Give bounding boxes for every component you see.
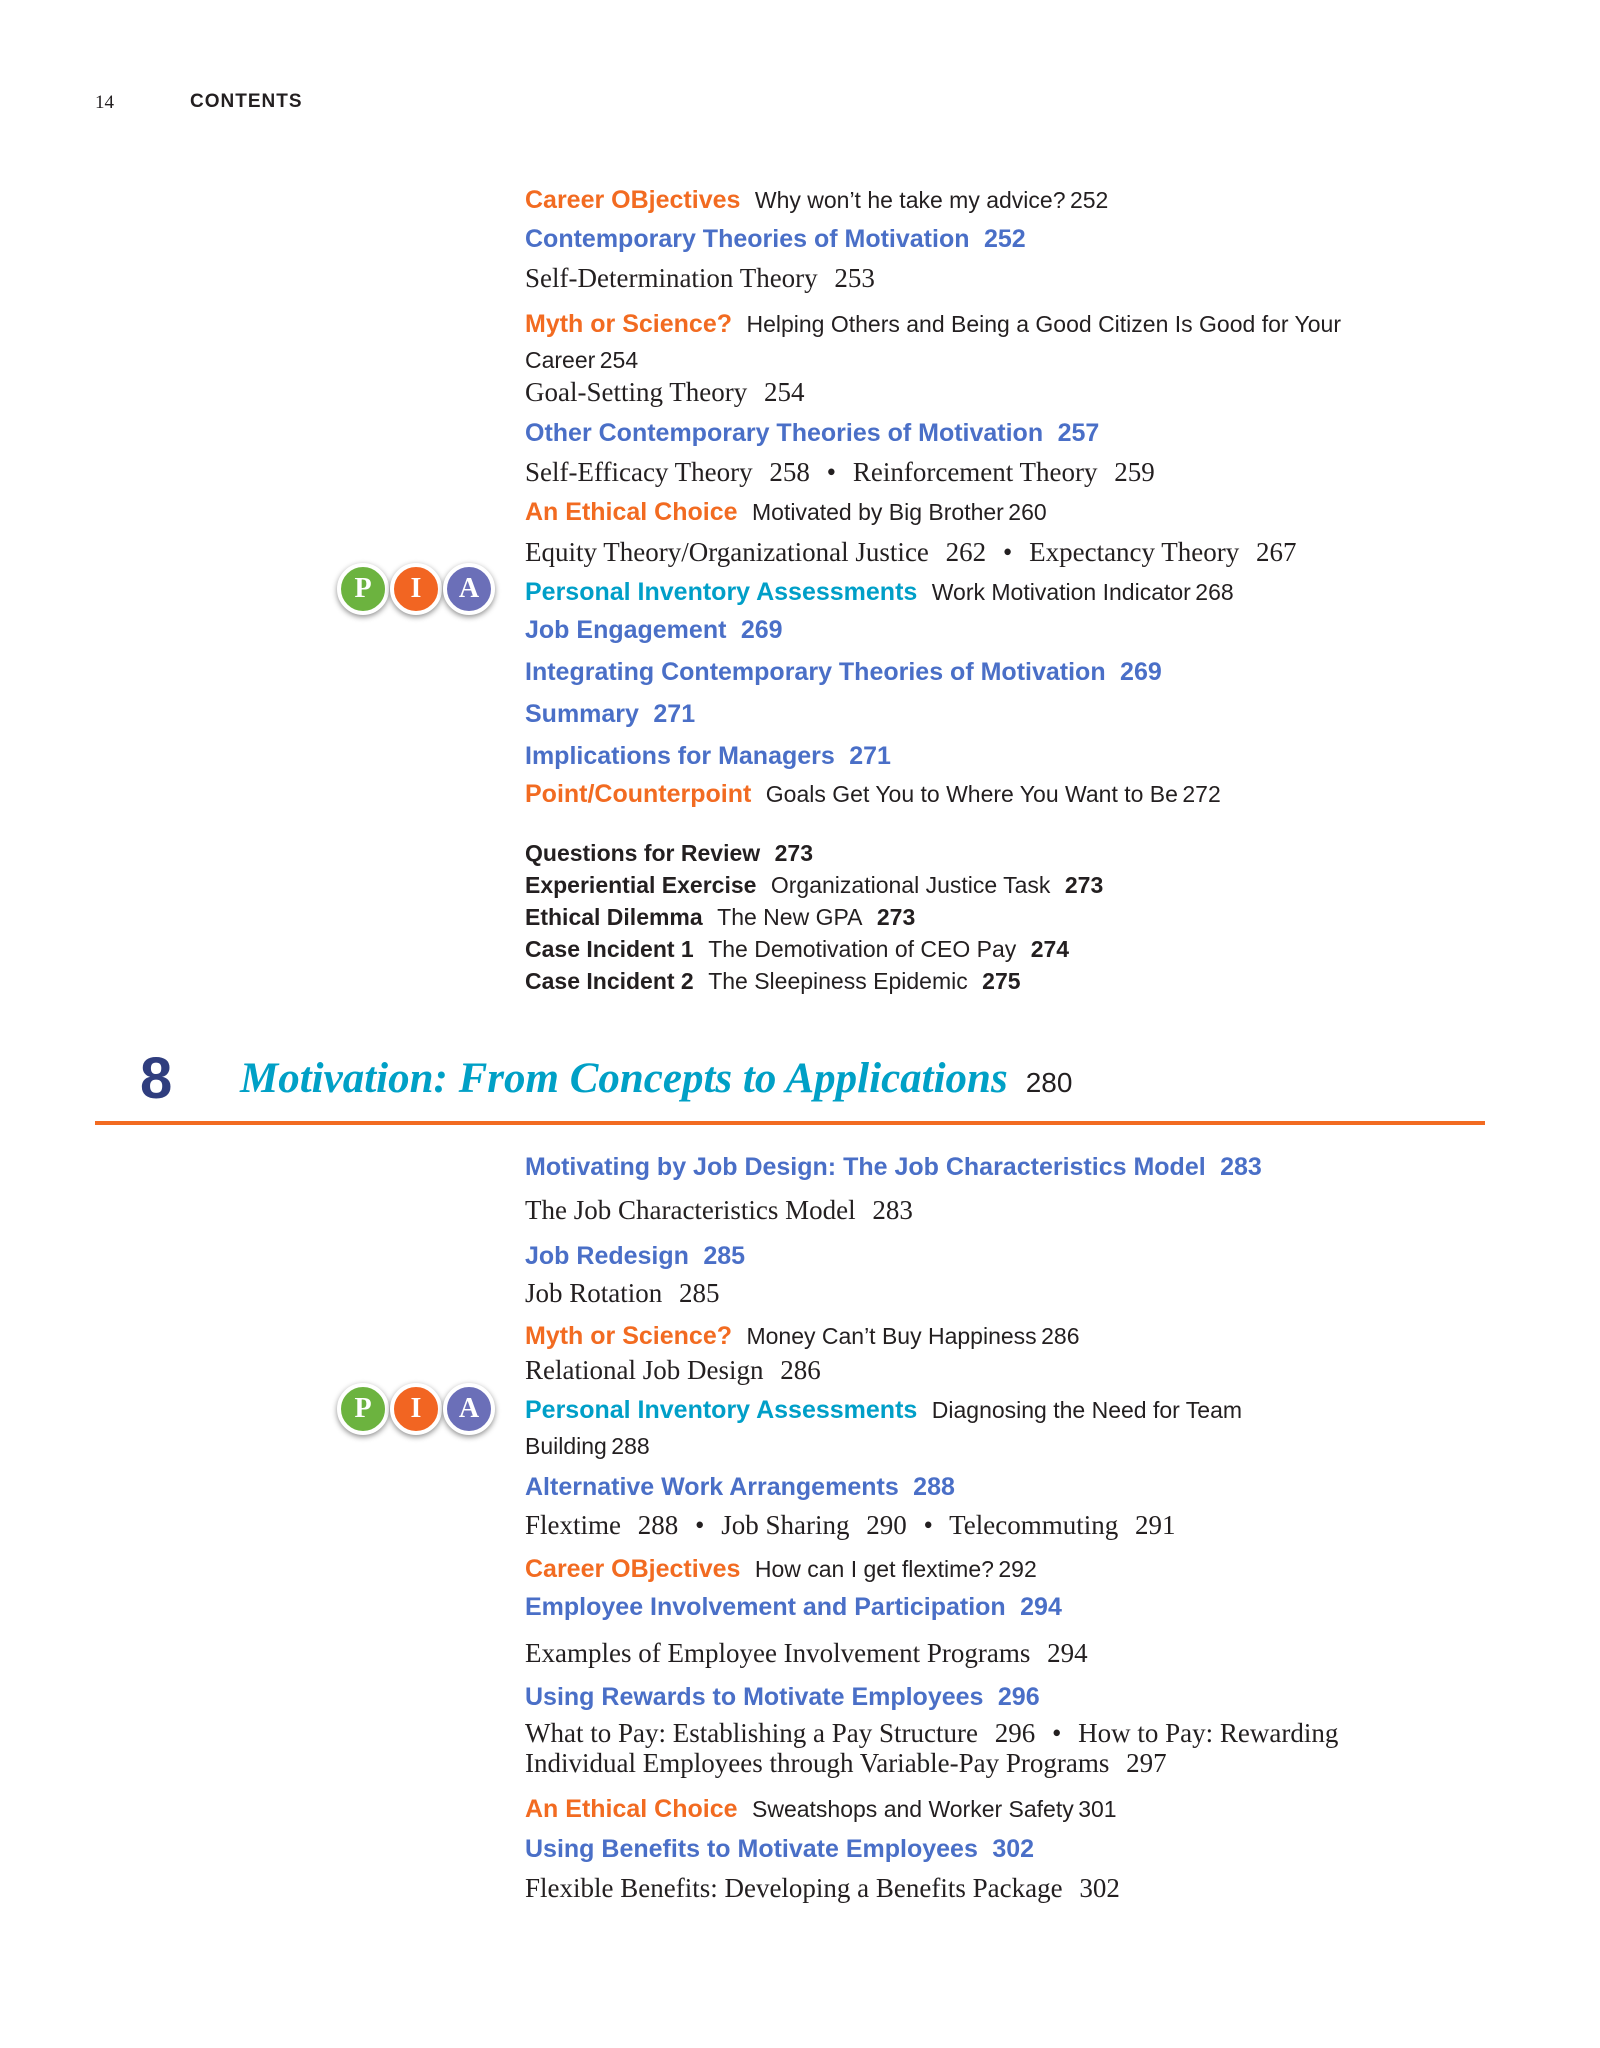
heading-label: Contemporary Theories of Motivation <box>525 225 970 253</box>
end-matter-label: Case Incident 2 <box>525 968 694 994</box>
toc-entry[interactable] <box>525 1322 1425 1351</box>
subentry-label: Telecommuting <box>949 1510 1119 1540</box>
toc-subentry[interactable] <box>525 457 1425 488</box>
end-matter-entry[interactable] <box>525 968 1425 995</box>
bullet-separator: • <box>1002 537 1013 567</box>
feature-title: Sweatshops and Worker Safety <box>752 1796 1074 1822</box>
bullet-separator: • <box>826 457 837 487</box>
end-matter-title: Organizational Justice Task <box>770 872 1051 898</box>
page-ref: 294 <box>1020 1593 1062 1621</box>
end-matter-label: Case Incident 1 <box>525 936 694 962</box>
subentry-label: Expectancy Theory <box>1029 537 1240 567</box>
end-matter-label: Experiential Exercise <box>525 872 757 898</box>
page-ref: 254 <box>599 347 639 373</box>
page-ref: 286 <box>1041 1323 1080 1349</box>
end-matter-title: The Demotivation of CEO Pay <box>708 936 1017 962</box>
page-ref: 296 <box>997 1683 1040 1711</box>
heading-label: Using Benefits to Motivate Employees <box>525 1835 978 1863</box>
running-head: CONTENTS <box>190 91 303 112</box>
toc-subentry[interactable] <box>525 1638 1425 1669</box>
feature-title: Motivated by Big Brother <box>752 499 1004 525</box>
subentry-label: Equity Theory/Organizational Justice <box>525 537 929 567</box>
bullet-separator: • <box>1051 1718 1062 1748</box>
toc-heading[interactable] <box>525 1593 1425 1622</box>
toc-subentry[interactable] <box>525 1873 1425 1904</box>
chapter-divider <box>95 1121 1485 1125</box>
subentry-label: How to Pay: Rewarding Individual Employees through Variable-Pay Programs <box>525 1718 1339 1778</box>
toc-subentry[interactable] <box>525 1195 1425 1226</box>
page-ref: 302 <box>1079 1873 1120 1903</box>
toc-heading[interactable] <box>525 1242 1425 1271</box>
toc-entry[interactable] <box>525 780 1425 809</box>
subentry-label: Self-Efficacy Theory <box>525 457 753 487</box>
chapter-title-text: Motivation: From Concepts to Applications <box>240 1055 1008 1102</box>
toc-subentry[interactable] <box>525 1278 1425 1309</box>
toc-heading[interactable] <box>525 1473 1425 1502</box>
page-ref: 302 <box>992 1835 1035 1863</box>
page-ref: 285 <box>703 1242 746 1270</box>
end-matter-label: Ethical Dilemma <box>525 904 703 930</box>
toc-heading[interactable] <box>525 616 1425 645</box>
page-ref: 272 <box>1182 781 1221 807</box>
page-ref: 274 <box>1030 936 1070 962</box>
toc-heading[interactable] <box>525 419 1425 448</box>
feature-label: Point/Counterpoint <box>525 780 752 808</box>
page-ref: 259 <box>1114 457 1155 487</box>
heading-label: Employee Involvement and Participation <box>525 1593 1006 1621</box>
pia-i-icon: I <box>390 1383 442 1435</box>
toc-entry[interactable] <box>525 1555 1425 1584</box>
heading-label: Integrating Contemporary Theories of Motivation <box>525 658 1106 686</box>
page-ref: 291 <box>1135 1510 1176 1540</box>
feature-title: Helping Others and Being a Good Citizen Is Good for Your Career <box>525 311 1341 373</box>
page-ref: 271 <box>653 700 696 728</box>
feature-label: Myth or Science? <box>525 1322 732 1350</box>
pia-a-icon: A <box>443 563 495 615</box>
page-ref: 253 <box>834 263 875 293</box>
toc-heading[interactable] <box>525 742 1425 771</box>
end-matter-entry[interactable] <box>525 872 1425 899</box>
end-matter-entry[interactable] <box>525 840 1425 867</box>
pia-a-icon: A <box>443 1383 495 1435</box>
feature-title: How can I get flextime? <box>754 1556 994 1582</box>
end-matter-title: The New GPA <box>717 904 863 930</box>
toc-entry[interactable] <box>525 308 1355 380</box>
end-matter-entry[interactable] <box>525 904 1425 931</box>
subentry-label: Reinforcement Theory <box>852 457 1098 487</box>
toc-entry[interactable] <box>525 498 1425 527</box>
toc-entry[interactable] <box>525 1795 1425 1824</box>
toc-subentry[interactable] <box>525 1355 1425 1386</box>
feature-title: Why won’t he take my advice? <box>754 187 1066 213</box>
page-ref: 254 <box>763 377 805 407</box>
subentry-label: Job Sharing <box>721 1510 850 1540</box>
chapter-heading[interactable] <box>95 1040 1485 1130</box>
feature-title: Diagnosing the Need for Team Building <box>525 1397 1243 1459</box>
end-matter-label: Questions for Review <box>525 840 761 866</box>
bullet-separator: • <box>923 1510 933 1540</box>
toc-heading[interactable] <box>525 1683 1425 1712</box>
page-ref: 273 <box>774 840 813 866</box>
feature-title: Work Motivation Indicator <box>931 579 1191 605</box>
feature-title: Goals Get You to Where You Want to Be <box>765 781 1178 807</box>
page-ref: 286 <box>780 1355 821 1385</box>
page-ref: 275 <box>982 968 1021 994</box>
subentry-label: The Job Characteristics Model <box>525 1195 856 1225</box>
page-ref: 273 <box>876 904 916 930</box>
end-matter-entry[interactable] <box>525 936 1425 963</box>
page-ref: 257 <box>1057 419 1100 447</box>
page-ref: 290 <box>866 1510 907 1540</box>
toc-heading[interactable] <box>525 1835 1425 1864</box>
subentry-label: Relational Job Design <box>525 1355 764 1385</box>
feature-label: Myth or Science? <box>525 310 732 338</box>
feature-label: Career OBjectives <box>525 1555 741 1583</box>
page-ref: 288 <box>637 1510 679 1540</box>
page-ref: 283 <box>1220 1153 1262 1181</box>
page-ref: 294 <box>1047 1638 1088 1668</box>
page-ref: 301 <box>1078 1796 1117 1822</box>
pia-badge <box>335 558 500 618</box>
heading-label: Summary <box>525 700 639 728</box>
subentry-label: Job Rotation <box>525 1278 663 1308</box>
feature-label: An Ethical Choice <box>525 1795 738 1823</box>
toc-entry[interactable] <box>525 578 1425 607</box>
heading-label: Implications for Managers <box>525 742 835 770</box>
pia-i-icon: I <box>390 563 442 615</box>
subentry-label: What to Pay: Establishing a Pay Structure <box>525 1718 978 1748</box>
page-ref: 258 <box>769 457 810 487</box>
bullet-separator: • <box>695 1510 705 1540</box>
page-number: 14 <box>95 92 114 113</box>
subentry-label: Flextime <box>525 1510 621 1540</box>
subentry-label: Self-Determination Theory <box>525 263 818 293</box>
page-ref: 269 <box>1120 658 1162 686</box>
page-ref: 267 <box>1256 537 1297 567</box>
page-ref: 252 <box>1069 187 1109 213</box>
page-ref: 273 <box>1064 872 1104 898</box>
chapter-number: 8 <box>140 1046 173 1111</box>
toc-heading[interactable] <box>525 225 1425 254</box>
page-ref: 271 <box>849 742 891 770</box>
feature-label: Personal Inventory Assessments <box>525 1396 918 1424</box>
page-ref: 292 <box>998 1556 1037 1582</box>
toc-subentry[interactable] <box>525 537 1425 568</box>
toc-heading[interactable] <box>525 1153 1425 1182</box>
page-ref: 283 <box>872 1195 913 1225</box>
page-ref: 297 <box>1126 1748 1167 1778</box>
toc-subentry[interactable] <box>525 377 1425 408</box>
page-ref: 262 <box>945 537 987 567</box>
end-matter-title: The Sleepiness Epidemic <box>708 968 968 994</box>
toc-heading[interactable] <box>525 700 1425 729</box>
toc-heading[interactable] <box>525 658 1425 687</box>
feature-label: An Ethical Choice <box>525 498 738 526</box>
heading-label: Motivating by Job Design: The Job Characteristics Model <box>525 1153 1206 1181</box>
toc-entry[interactable] <box>525 1394 1315 1466</box>
heading-label: Job Engagement <box>525 616 727 644</box>
heading-label: Using Rewards to Motivate Employees <box>525 1683 984 1711</box>
pia-badge <box>335 1378 500 1438</box>
heading-label: Other Contemporary Theories of Motivation <box>525 419 1044 447</box>
feature-title: Money Can’t Buy Happiness <box>746 1323 1037 1349</box>
heading-label: Alternative Work Arrangements <box>525 1473 899 1501</box>
page-ref: 260 <box>1008 499 1047 525</box>
pia-p-icon: P <box>337 1383 389 1435</box>
feature-label: Career OBjectives <box>525 186 741 214</box>
page-ref: 296 <box>994 1718 1036 1748</box>
toc-subentry[interactable] <box>525 1510 1425 1541</box>
toc-subentry[interactable] <box>525 1718 1405 1778</box>
toc-entry[interactable] <box>525 186 1425 215</box>
heading-label: Job Redesign <box>525 1242 689 1270</box>
subentry-label: Goal-Setting Theory <box>525 377 748 407</box>
toc-subentry[interactable] <box>525 263 1425 294</box>
page-ref: 252 <box>983 225 1026 253</box>
subentry-label: Flexible Benefits: Developing a Benefits Package <box>525 1873 1063 1903</box>
page-ref: 280 <box>1025 1067 1073 1098</box>
page-ref: 285 <box>679 1278 720 1308</box>
chapter-title <box>240 1054 1072 1103</box>
page-ref: 288 <box>913 1473 955 1501</box>
feature-label: Personal Inventory Assessments <box>525 578 918 606</box>
subentry-label: Examples of Employee Involvement Programs <box>525 1638 1031 1668</box>
page-ref: 269 <box>740 616 783 644</box>
page-ref: 268 <box>1195 579 1234 605</box>
page-ref: 288 <box>611 1433 650 1459</box>
pia-p-icon: P <box>337 563 389 615</box>
